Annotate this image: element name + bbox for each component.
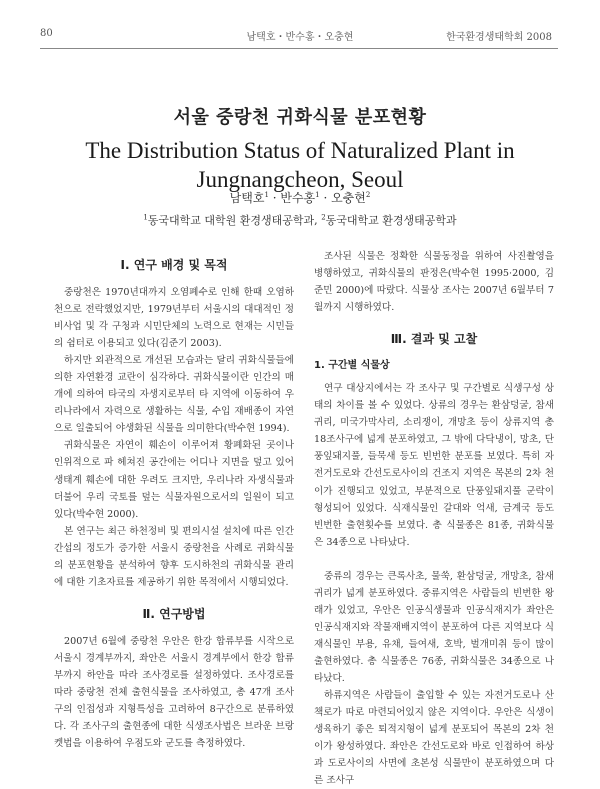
author-sep-2: · xyxy=(319,191,332,205)
paragraph-gap xyxy=(314,551,554,568)
left-column xyxy=(54,248,294,752)
section-heading-methods: Ⅱ. 연구방법 xyxy=(142,606,206,621)
paragraph: 중랑천은 1970년대까지 오염폐수로 인해 한때 오염하천으로 전락했었지만, 1979년부터 서울시의 대대적인 정비사업 및 각 구청과 시민단체의 노력으로 현재는 시민들의 쉼터로 이용되고 있다(김준기 2003). xyxy=(54,287,294,350)
author-2-sup: 1 xyxy=(315,191,320,199)
title-english: The Distribution Status of Naturalized Plant in Jungnangcheon, Seoul xyxy=(85,138,515,192)
affil-1: 동국대학교 대학원 환경생태공학과, xyxy=(147,214,322,227)
paragraph: 중류의 경우는 큰록사초, 물쑥, 환삼덩굴, 개망초, 참새귀리가 넓게 분포하였다. 중류지역은 사람들의 빈번한 왕래가 있었고, 우안은 인공식생물과 인공식재지가 좌안은 인공식재지와 작물재배지역이 분포하여 다른 지역보다 식재식물인 부용, 유채, 들여새, 호박, 벌개미취 등이 많이 출현하였다. 총 식물종은 76종, 귀화식물은 34종으로 나타났다. xyxy=(314,570,554,684)
header-rule xyxy=(40,48,558,49)
paragraph: 하지만 외관적으로 개선된 모습과는 달리 귀화식물들에 의한 자연환경 교란이 심각하다. 귀화식물이란 인간의 매개에 의하여 타국의 자생지로부터 타 지역에 이동하여 우리나라에서 자력으로 생활하는 식물, 수입 재배종이 자연으로 일출되어 야생화된 식물을 의미한다(박수현 1994). xyxy=(54,355,294,435)
author-line xyxy=(0,189,600,206)
author-3-sup: 2 xyxy=(365,191,371,199)
affiliation-line xyxy=(0,212,600,228)
paragraph: 연구 대상지에서는 각 조사구 및 구간별로 식생구성 상태의 차이를 볼 수 있었다. 상류의 경우는 환삼덩굴, 참새귀리, 미국가막사리, 소리쟁이, 개망초 등이 상류지역 총 18조사구에 넓게 분포하였고, 그 밖에 다닥냉이, 망초, 단풍잎돼지풀, 들묵새 등도 빈번한 분포를 보였다. 특히 자전거도로와 간선도로사이의 건조지 지역은 목본의 2차 천이가 진행되고 있었고, 부분적으로 단풍잎돼지풀 군락이 형성되어 있었다. 식재식물인 갈대와 억새, 금계국 등도 빈번한 출현횟수를 보였다. 총 식물종은 81종, 귀화식물은 34종으로 나타났다. xyxy=(314,383,554,548)
paragraph: 귀화식물은 자연이 훼손이 이루어져 황폐화된 곳이나 인위적으로 파 헤쳐진 공간에는 어디나 지면을 덮고 있어 생태계 훼손에 대한 우려도 크지만, 우리나라 자생식물과 더불어 우리 국토를 덮는 식물자원으로서의 일원이 되고 있다(박수현 2000). xyxy=(54,440,294,520)
paragraph: 본 연구는 최근 하천정비 및 편의시설 설치에 따른 인간간섭의 정도가 증가한 서울시 중랑천을 사례로 귀화식물의 분포현황을 분석하여 향후 도시하천의 귀화식물 관리에 대한 기초자료를 제공하기 위한 목적에서 시행되었다. xyxy=(54,525,294,588)
author-2: 반수홍 xyxy=(280,191,316,205)
title-korean: 서울 중랑천 귀화식물 분포현황 xyxy=(173,107,427,128)
subsection-heading: 1. 구간별 식물상 xyxy=(314,360,390,372)
running-header xyxy=(0,28,600,48)
header-authors: 남택호・반수홍・오충현 xyxy=(246,32,354,43)
right-column xyxy=(314,248,554,789)
header-journal: 한국환경생태학회 2008 xyxy=(446,32,552,43)
author-sep-1: · xyxy=(268,191,281,205)
page-number: 80 xyxy=(40,28,53,39)
paragraph: 2007년 6월에 중랑천 우안은 한강 합류부를 시작으로 서울시 경계부까지, 좌안은 서울시 경계부에서 한강 합류부까지 하안을 따라 조사경로를 설정하였다. 조사경로를 따라 중랑천 전체 출현식물을 조사하였고, 총 47개 조사구의 인접성과 지형특성을 고려하여 8구간으로 분류하였다. 각 조사구의 출현종에 대한 식생조사법은 브라운 브랑켓법을 이용하여 우점도와 군도를 측정하였다. xyxy=(54,635,294,750)
paragraph: 하류지역은 사람들이 출입할 수 있는 자전거도로나 산책로가 따로 마련되어있지 않은 지역이다. 우안은 식생이 생육하기 좋은 퇴적지형이 넓게 분포되어 목본의 2차 천이가 왕성하였다. 좌안은 간선도로와 바로 인접하여 하상과 도로사이의 사면에 초본성 식물만이 분포하였으며 다른 조사구 xyxy=(314,690,554,787)
affil-2-sup: 2 xyxy=(321,213,326,222)
author-1: 남택호 xyxy=(229,191,265,205)
affil-1-sup: 1 xyxy=(143,213,148,222)
section-heading-intro: Ⅰ. 연구 배경 및 목적 xyxy=(120,258,228,272)
paragraph: 조사된 식물은 정확한 식물동정을 위하여 사진촬영을 병행하였고, 귀화식물의 판정은(박수현 1995·2000, 김준민 2000)에 따랐다. 식물상 조사는 2007년 6월부터 7월까지 시행하였다. xyxy=(314,251,554,314)
author-1-sup: 1 xyxy=(264,191,269,199)
section-heading-results: Ⅲ. 결과 및 고찰 xyxy=(390,332,478,347)
affil-2: 동국대학교 환경생태공학과 xyxy=(325,214,457,227)
author-3: 오충현 xyxy=(331,191,366,205)
